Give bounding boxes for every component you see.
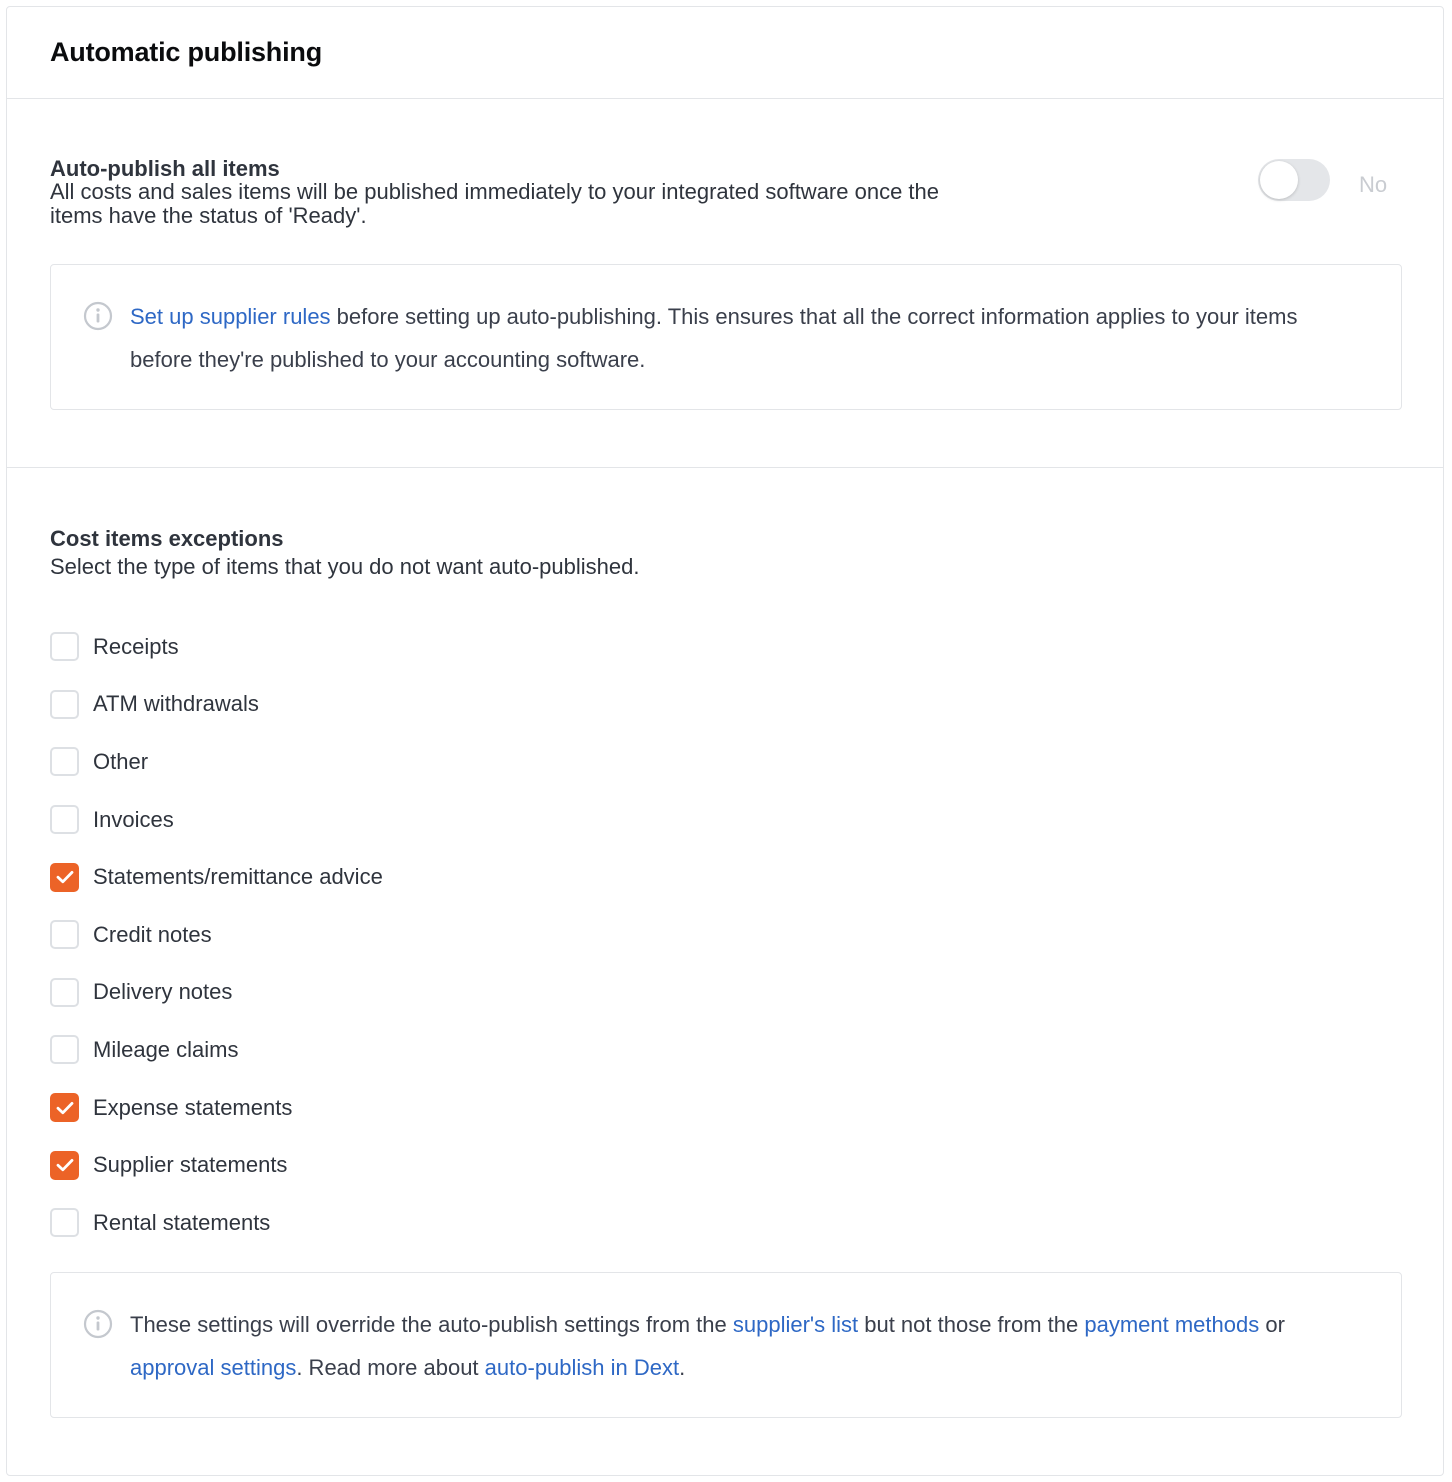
approval-settings-link[interactable]: approval settings: [130, 1355, 297, 1380]
checkmark-icon: [56, 870, 74, 884]
info-icon: [83, 301, 113, 331]
page-title: Automatic publishing: [50, 37, 322, 67]
auto-publish-toggle[interactable]: [1258, 159, 1330, 201]
checkbox[interactable]: [50, 1093, 79, 1122]
checkmark-icon: [56, 1101, 74, 1115]
exception-checkbox-row[interactable]: [50, 1194, 383, 1252]
exception-checkbox-row[interactable]: [50, 964, 383, 1022]
checkbox-label: Invoices: [93, 806, 174, 832]
exception-checkbox-row[interactable]: [50, 791, 383, 849]
auto-publish-card: [6, 6, 1444, 1476]
override-text-5: .: [679, 1355, 686, 1380]
override-text-3: or: [1259, 1312, 1285, 1337]
checkbox-label: Other: [93, 748, 149, 774]
checkbox-label: Receipts: [93, 633, 179, 659]
exceptions-title: Cost items exceptions: [50, 526, 284, 551]
checkbox[interactable]: [50, 1035, 79, 1064]
checkmark-icon: [56, 1158, 74, 1172]
checkbox[interactable]: [50, 632, 79, 661]
exception-checkbox-row[interactable]: [50, 848, 383, 906]
toggle-knob: [1260, 161, 1298, 199]
exception-checkbox-row[interactable]: [50, 1136, 383, 1194]
checkbox-label: Rental statements: [93, 1209, 271, 1235]
checkbox[interactable]: [50, 805, 79, 834]
exceptions-description: Select the type of items that you do not want auto-published.: [50, 554, 640, 579]
supplier-rules-link[interactable]: Set up supplier rules: [130, 304, 331, 329]
checkbox[interactable]: [50, 690, 79, 719]
payment-methods-link[interactable]: payment methods: [1084, 1312, 1260, 1337]
supplier-rules-info-box: [50, 264, 1402, 410]
checkbox[interactable]: [50, 920, 79, 949]
checkbox[interactable]: [50, 1208, 79, 1237]
exception-checkbox-row[interactable]: [50, 733, 383, 791]
override-info-box: [50, 1272, 1402, 1418]
checkbox-label: Supplier statements: [93, 1152, 288, 1178]
checkbox[interactable]: [50, 1151, 79, 1180]
auto-publish-section: [7, 99, 1443, 468]
exception-checkbox-row[interactable]: [50, 1021, 383, 1079]
checkbox[interactable]: [50, 747, 79, 776]
exception-checkbox-row[interactable]: [50, 1079, 383, 1137]
card-header: [7, 7, 1443, 99]
checkbox-label: Mileage claims: [93, 1036, 239, 1062]
exception-checkbox-row[interactable]: [50, 906, 383, 964]
override-text-2: but not those from the: [858, 1312, 1085, 1337]
supplier-rules-info-text: before setting up auto-publishing. This ensures that all the correct information applies to your items before they're published to your accounting software.: [130, 304, 1298, 372]
auto-publish-in-dext-link[interactable]: auto-publish in Dext: [484, 1355, 680, 1380]
toggle-state-label: No: [1359, 172, 1388, 197]
override-text-4: . Read more about: [296, 1355, 485, 1380]
checkbox[interactable]: [50, 978, 79, 1007]
exception-checkbox-row[interactable]: [50, 676, 383, 734]
checkbox[interactable]: [50, 863, 79, 892]
info-icon: [83, 1309, 113, 1339]
auto-publish-title: Auto-publish all items: [50, 156, 280, 181]
exception-checkbox-row[interactable]: [50, 618, 383, 676]
checkbox-label: ATM withdrawals: [93, 691, 259, 717]
checkbox-label: Statements/remittance advice: [93, 864, 383, 890]
checkbox-label: Credit notes: [93, 921, 212, 947]
override-text-1: These settings will override the auto-publish settings from the: [130, 1312, 733, 1337]
auto-publish-description: All costs and sales items will be published immediately to your integrated software once the items have the status of 'Ready'.: [50, 179, 940, 228]
checkbox-label: Delivery notes: [93, 979, 233, 1005]
suppliers-list-link[interactable]: supplier's list: [732, 1312, 859, 1337]
exceptions-checkbox-list: [50, 618, 383, 1252]
checkbox-label: Expense statements: [93, 1094, 293, 1120]
